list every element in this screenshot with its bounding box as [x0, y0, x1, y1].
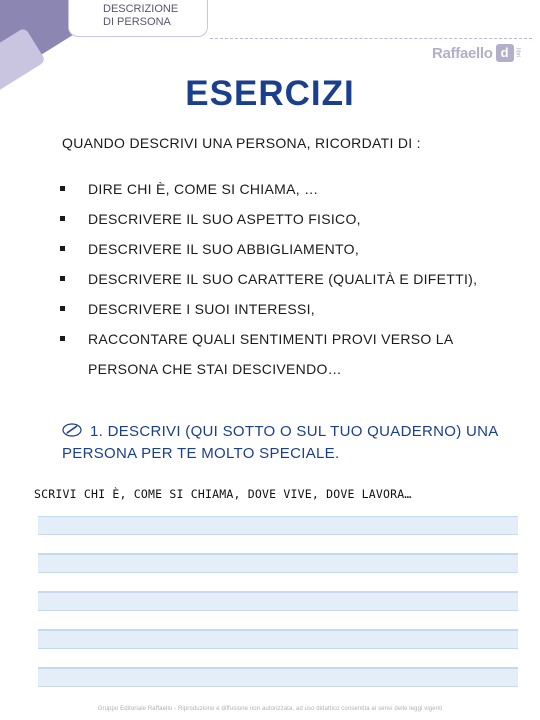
- copyright-footer: Gruppo Editoriale Raffaello - Riproduzione e diffusione non autorizzata, ad uso didattico consentita ai sensi delle leggi vigenti: [97, 706, 443, 712]
- checklist-item-text: DIRE CHI È, COME SI CHIAMA, …: [88, 181, 319, 197]
- square-bullet-icon: [60, 246, 65, 251]
- checklist-item-text: DESCRIVERE I SUOI INTERESSI,: [88, 301, 315, 317]
- section-tab: [68, 0, 208, 37]
- publisher-name: Raffaello: [432, 44, 493, 62]
- checklist-item-text: DESCRIVERE IL SUO CARATTERE (QUALITÀ E DIFETTI),: [88, 271, 478, 287]
- exercise-task-text: 1. DESCRIVI (QUI SOTTO O SUL TUO QUADERNO) UNA PERSONA PER TE MOLTO SPECIALE.: [62, 423, 498, 462]
- checklist-item: [60, 324, 510, 384]
- square-bullet-icon: [60, 186, 65, 191]
- writing-line[interactable]: [38, 649, 518, 668]
- publisher-sub: libri: [514, 48, 521, 58]
- square-bullet-icon: [60, 216, 65, 221]
- writing-line[interactable]: [38, 573, 518, 592]
- square-bullet-icon: [60, 336, 65, 341]
- section-tab-line1: DESCRIZIONE: [103, 3, 179, 15]
- checklist-item: [60, 264, 510, 294]
- checklist-item: [60, 294, 510, 324]
- square-bullet-icon: [60, 306, 65, 311]
- checklist-item: [60, 234, 510, 264]
- writing-area[interactable]: [38, 516, 518, 687]
- writing-line[interactable]: [38, 592, 518, 611]
- square-bullet-icon: [60, 276, 65, 281]
- page-title: ESERCIZI: [185, 74, 355, 113]
- writing-line[interactable]: [38, 630, 518, 649]
- intro-text: QUANDO DESCRIVI UNA PERSONA, RICORDATI DI :: [62, 135, 421, 151]
- checklist-item: [60, 174, 510, 204]
- checklist-item: [60, 204, 510, 234]
- publisher-mark: d: [496, 44, 514, 62]
- checklist-item-text: RACCONTARE QUALI SENTIMENTI PROVI VERSO LA PERSONA CHE STAI DESCIVENDO…: [88, 331, 453, 377]
- checklist: [60, 174, 510, 384]
- publisher-logo: [432, 42, 521, 64]
- checklist-item-text: DESCRIVERE IL SUO ASPETTO FISICO,: [88, 211, 361, 227]
- writing-line[interactable]: [38, 516, 518, 535]
- exercise-task: [62, 421, 522, 465]
- writing-prompt: SCRIVI CHI È, COME SI CHIAMA, DOVE VIVE, DOVE LAVORA…: [34, 487, 412, 501]
- header-divider: [210, 38, 532, 39]
- writing-line[interactable]: [38, 668, 518, 687]
- section-tab-line2: DI PERSONA: [103, 16, 171, 28]
- writing-line[interactable]: [38, 554, 518, 573]
- checklist-item-text: DESCRIVERE IL SUO ABBIGLIAMENTO,: [88, 241, 360, 257]
- writing-line[interactable]: [38, 611, 518, 630]
- pencil-icon: [62, 423, 82, 437]
- writing-line[interactable]: [38, 535, 518, 554]
